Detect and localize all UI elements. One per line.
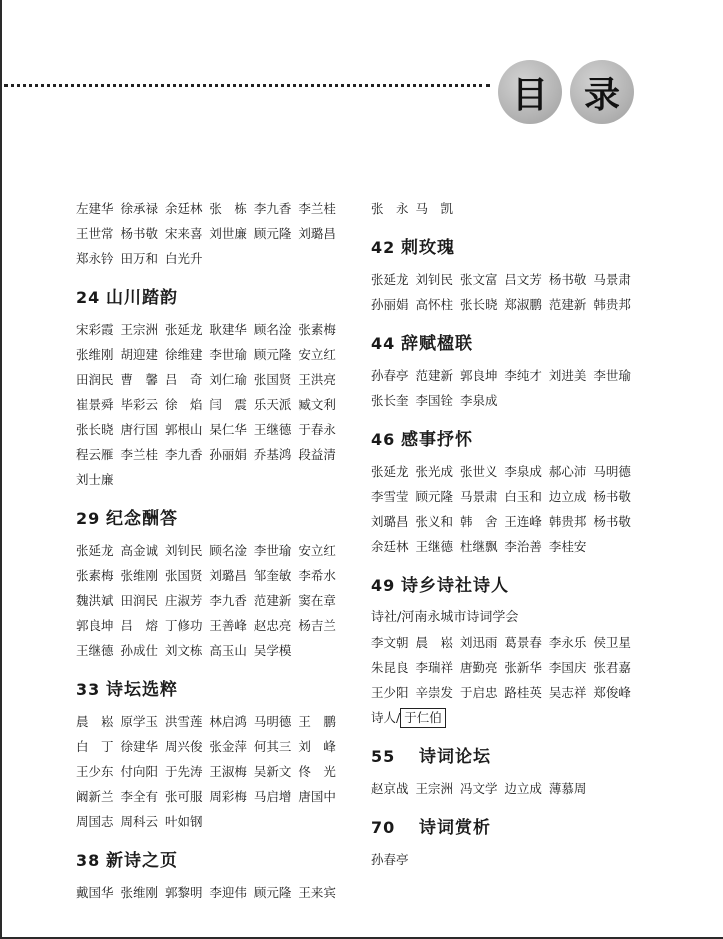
name-line: 刘璐昌 张义和 韩 舍 王连峰 韩贵邦 杨书敬: [371, 514, 631, 529]
section-heading[interactable]: [76, 504, 366, 528]
poet-prefix: 诗人/: [371, 710, 401, 725]
name-line: 张长奎 李国铨 李泉成: [371, 393, 498, 408]
section-title: 感事抒怀: [401, 430, 473, 450]
header-dotted-rule: [4, 84, 490, 87]
name-line: 白 丁 徐建华 周兴俊 张金萍 何其三 刘 峰: [76, 739, 336, 754]
title-char-1: 目: [498, 60, 562, 124]
name-line: 王继德 孙成仕 刘文栋 高玉山 吴学模: [76, 643, 292, 658]
toc-section: [371, 571, 671, 730]
name-line: 王少阳 辛崇发 于启忠 路桂英 吴志祥 郑俊峰: [371, 685, 631, 700]
name-line: 张延龙 张光成 张世义 李泉成 郝心沛 马明德: [371, 464, 631, 479]
toc-section: [371, 233, 671, 317]
featured-poet-name: 于仁伯: [400, 708, 446, 728]
section-title: 诗坛选粹: [106, 680, 178, 700]
name-line: 王世常 杨书敬 宋来喜 刘世廉 顾元隆 刘璐昌: [76, 226, 336, 241]
section-heading[interactable]: [371, 813, 671, 837]
name-line: 晨 崧 原学玉 洪雪莲 林启鸿 马明德 王 鹏: [76, 714, 336, 729]
name-line: 孙丽娟 高怀柱 张长晓 郑淑鹏 范建新 韩贵邦: [371, 297, 631, 312]
name-line: 宋彩霞 王宗洲 张延龙 耿建华 顾名淦 张素梅: [76, 322, 336, 337]
section-title: 刺玫瑰: [401, 238, 455, 258]
section-title: 新诗之页: [106, 851, 178, 871]
toc-section: [76, 846, 366, 905]
name-line: 张长晓 唐行国 郭根山 杲仁华 王继德 于春永: [76, 422, 336, 437]
right-column: [371, 196, 671, 872]
section-heading[interactable]: [76, 283, 366, 307]
section-title: 诗词论坛: [419, 747, 491, 767]
toc-section: [76, 675, 366, 834]
section-title: 山川踏韵: [106, 288, 178, 308]
name-line: 程云雁 李兰桂 李九香 孙丽娟 乔基鸿 段益清: [76, 447, 336, 462]
section-page-number: 55: [371, 747, 396, 766]
page-border-left: [0, 0, 2, 939]
section-heading[interactable]: [76, 846, 366, 870]
name-line: 田润民 曹 馨 吕 奇 刘仁瑜 张国贤 王洪亮: [76, 372, 336, 387]
section-heading[interactable]: [371, 571, 671, 595]
section-title: 辞赋楹联: [401, 334, 473, 354]
name-line: 孙春亭: [371, 852, 409, 867]
section-page-number: 46: [371, 430, 396, 449]
section-heading[interactable]: [76, 675, 366, 699]
name-line: 崔景舜 毕彩云 徐 焰 闫 震 乐天派 臧文利: [76, 397, 336, 412]
name-line: 左建华 徐承禄 余廷林 张 栋 李九香 李兰桂: [76, 201, 336, 216]
name-line: 朱昆良 李瑞祥 唐勤亮 张新华 李国庆 张君嘉: [371, 660, 631, 675]
intro-name-list: [371, 196, 671, 221]
section-page-number: 49: [371, 576, 396, 595]
toc-section: [371, 813, 671, 872]
name-line: 张维刚 胡迎建 徐维建 李世瑜 顾元隆 安立红: [76, 347, 336, 362]
section-page-number: 42: [371, 238, 396, 257]
name-line: 周国志 周科云 叶如钢: [76, 814, 203, 829]
name-line: 郭良坤 吕 熔 丁修功 王善峰 赵忠亮 杨吉兰: [76, 618, 336, 633]
name-line: 郑永钤 田万和 白光升: [76, 251, 203, 266]
section-page-number: 33: [76, 680, 101, 699]
left-column: [76, 196, 366, 905]
name-line: 戴国华 张维刚 郭黎明 李迎伟 顾元隆 王来宾: [76, 885, 336, 900]
intro-name-list: [76, 196, 366, 271]
section-title: 诗词赏析: [419, 818, 491, 838]
name-line: 余廷林 王继德 杜继飘 李治善 李桂安: [371, 539, 587, 554]
name-line: 赵京战 王宗洲 冯文学 边立成 薄慕周: [371, 781, 587, 796]
name-line: 王少东 付向阳 于先涛 王淑梅 吴新文 佟 光: [76, 764, 336, 779]
toc-section: [76, 504, 366, 663]
title-char-2: 录: [570, 60, 634, 124]
section-heading[interactable]: [371, 233, 671, 257]
toc-section: [371, 425, 671, 559]
toc-section: [371, 742, 671, 801]
name-line: 张 永 马 凯: [371, 201, 453, 216]
section-page-number: 38: [76, 851, 101, 870]
section-page-number: 24: [76, 288, 101, 307]
poetry-society-label: 诗社/河南永城市诗词学会: [371, 610, 519, 625]
name-line: 李文朝 晨 崧 刘迅雨 葛景春 李永乐 侯卫星: [371, 635, 631, 650]
section-heading[interactable]: [371, 425, 671, 449]
name-line: 张延龙 刘钊民 张文富 吕文芳 杨书敬 马景肃: [371, 272, 631, 287]
name-line: 魏洪斌 田润民 庄淑芳 李九香 范建新 窦在章: [76, 593, 336, 608]
name-line: 孙春亭 范建新 郭良坤 李纯才 刘进美 李世瑜: [371, 368, 631, 383]
section-heading[interactable]: [371, 742, 671, 766]
name-line: 张延龙 高金诚 刘钊民 顾名淦 李世瑜 安立红: [76, 543, 336, 558]
section-title: 诗乡诗社诗人: [401, 576, 509, 596]
section-page-number: 70: [371, 818, 396, 837]
toc-section: [371, 329, 671, 413]
section-page-number: 29: [76, 509, 101, 528]
toc-section: [76, 283, 366, 492]
name-line: 李雪莹 顾元隆 马景肃 白玉和 边立成 杨书敬: [371, 489, 631, 504]
section-page-number: 44: [371, 334, 396, 353]
section-title: 纪念酬答: [106, 509, 178, 529]
name-line: 刘士廉: [76, 472, 114, 487]
section-heading[interactable]: [371, 329, 671, 353]
name-line: 阚新兰 李全有 张可服 周彩梅 马启增 唐国中: [76, 789, 336, 804]
name-line: 张素梅 张维刚 张国贤 刘璐昌 邹奎敏 李希水: [76, 568, 336, 583]
featured-poet-line: [371, 705, 671, 730]
